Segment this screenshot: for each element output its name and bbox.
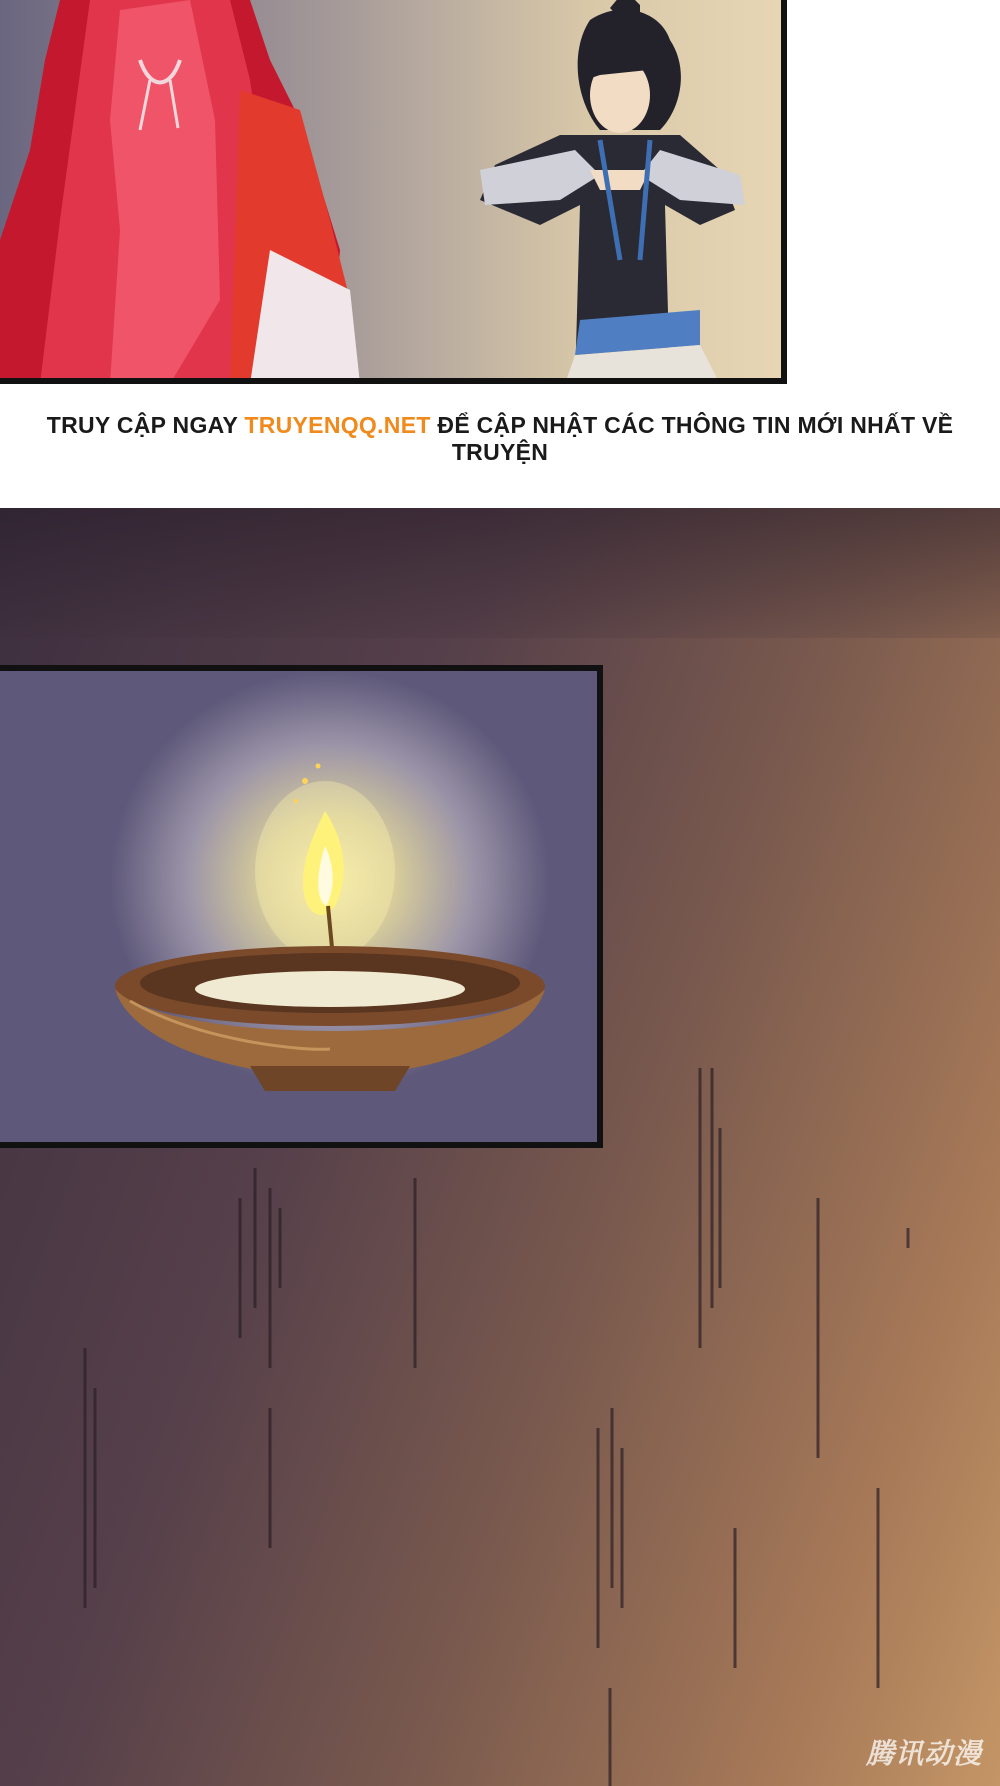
notice-site-link[interactable]: TRUYENQQ.NET <box>244 412 431 438</box>
lamp-bowl-icon <box>115 946 545 1091</box>
flame-icon <box>255 764 395 962</box>
oil-lamp-illustration <box>0 671 603 1148</box>
comic-panel-oil-lamp <box>0 665 603 1148</box>
site-notice-banner <box>0 412 1000 466</box>
panel-illustration-characters <box>0 0 787 384</box>
comic-panel-background-scene <box>0 508 1000 1786</box>
swordsman-character <box>480 0 745 384</box>
notice-suffix: ĐỂ CẬP NHẬT CÁC THÔNG TIN MỚI NHẤT VỀ TRUYỆN <box>430 412 954 465</box>
red-haired-character <box>0 0 360 384</box>
notice-prefix: TRUY CẬP NGAY <box>46 412 245 438</box>
publisher-watermark: 腾讯动漫 <box>865 1737 982 1770</box>
comic-panel-top <box>0 0 787 384</box>
